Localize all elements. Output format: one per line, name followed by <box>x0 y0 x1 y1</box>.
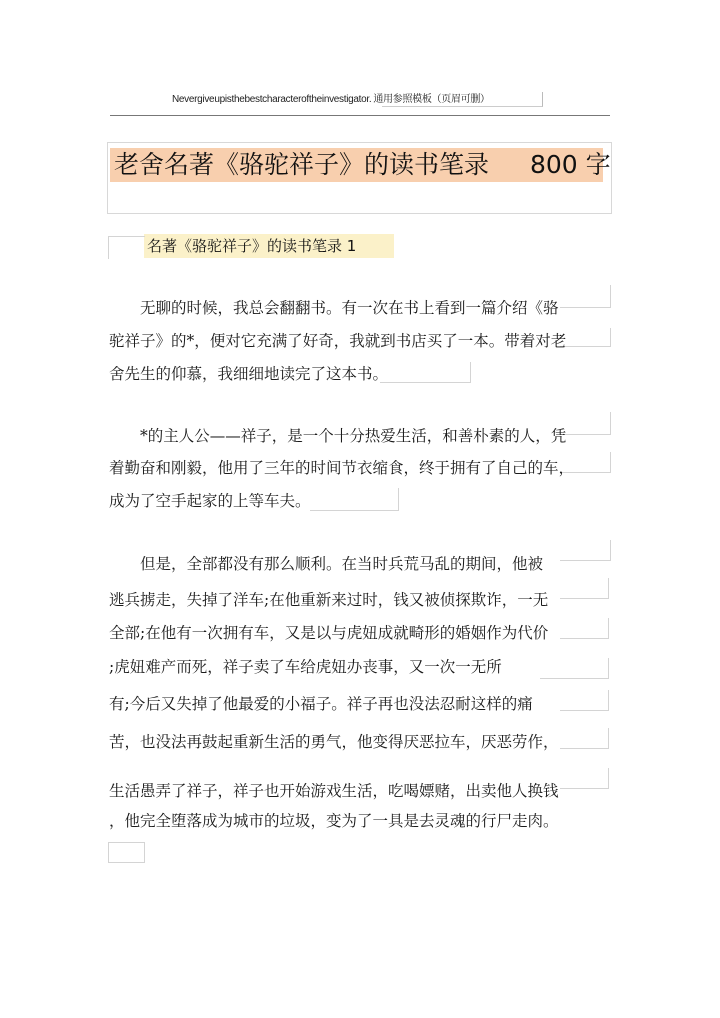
line-frame <box>560 618 609 639</box>
body-line: 全部;在他有一次拥有车，又是以与虎妞成就畸形的婚姻作为代价 <box>109 624 549 642</box>
line-frame <box>560 540 611 561</box>
line-frame <box>560 412 611 435</box>
body-line: 但是，全部都没有那么顺利。在当时兵荒马乱的期间，他被 <box>109 555 544 573</box>
body-line: *的主人公——祥子，是一个十分热爱生活，和善朴素的人，凭 <box>109 427 567 445</box>
body-line: 苦，也没法再鼓起重新生活的勇气，他变得厌恶拉车，厌恶劳作， <box>109 733 559 751</box>
word-count-label: 800 字 <box>530 150 611 179</box>
body-line: ，他完全堕落成为城市的垃圾，变为了一具是去灵魂的行尸走肉。 <box>109 812 559 830</box>
line-frame <box>380 362 471 383</box>
header-divider <box>110 115 610 116</box>
body-line: 有;今后又失掉了他最爱的小福子。祥子再也没法忍耐这样的痛 <box>109 695 533 713</box>
body-line: 逃兵掳走，失掉了洋车;在他重新来过时，钱又被侦探欺诈，一无 <box>109 591 549 609</box>
body-line: 无聊的时候，我总会翻翻书。有一次在书上看到一篇介绍《骆 <box>109 299 559 317</box>
body-line: 生活愚弄了祥子，祥子也开始游戏生活，吃喝嫖赌，出卖他人换钱 <box>109 782 559 800</box>
line-frame <box>108 842 145 863</box>
subtitle-frame <box>108 236 145 259</box>
line-frame <box>540 658 609 679</box>
header-latin-text: Nevergiveupisthebestcharacteroftheinvestigator. <box>172 94 372 105</box>
line-frame <box>310 488 399 511</box>
header-frame <box>382 92 543 107</box>
body-line: ;虎妞难产而死，祥子卖了车给虎妞办丧事，又一次一无所 <box>109 658 502 676</box>
line-frame <box>560 690 609 711</box>
line-frame <box>560 285 611 308</box>
body-line: 舍先生的仰慕，我细细地读完了这本书。 <box>109 365 389 383</box>
line-frame <box>560 328 611 347</box>
line-frame <box>560 768 609 789</box>
line-frame <box>560 728 609 749</box>
line-frame <box>560 578 609 599</box>
document-title: 老舍名著《骆驼祥子》的读书笔录 <box>114 150 490 179</box>
section-subtitle: 名著《骆驼祥子》的读书笔录 1 <box>147 237 357 255</box>
body-line: 成为了空手起家的上等车夫。 <box>109 492 311 510</box>
header-chinese-text: 通用参照模板（页眉可删） <box>373 94 490 105</box>
body-line: 着勤奋和刚毅，他用了三年的时间节衣缩食，终于拥有了自己的车， <box>109 459 575 477</box>
body-line: 驼祥子》的*，便对它充满了好奇，我就到书店买了一本。带着对老 <box>109 332 567 350</box>
